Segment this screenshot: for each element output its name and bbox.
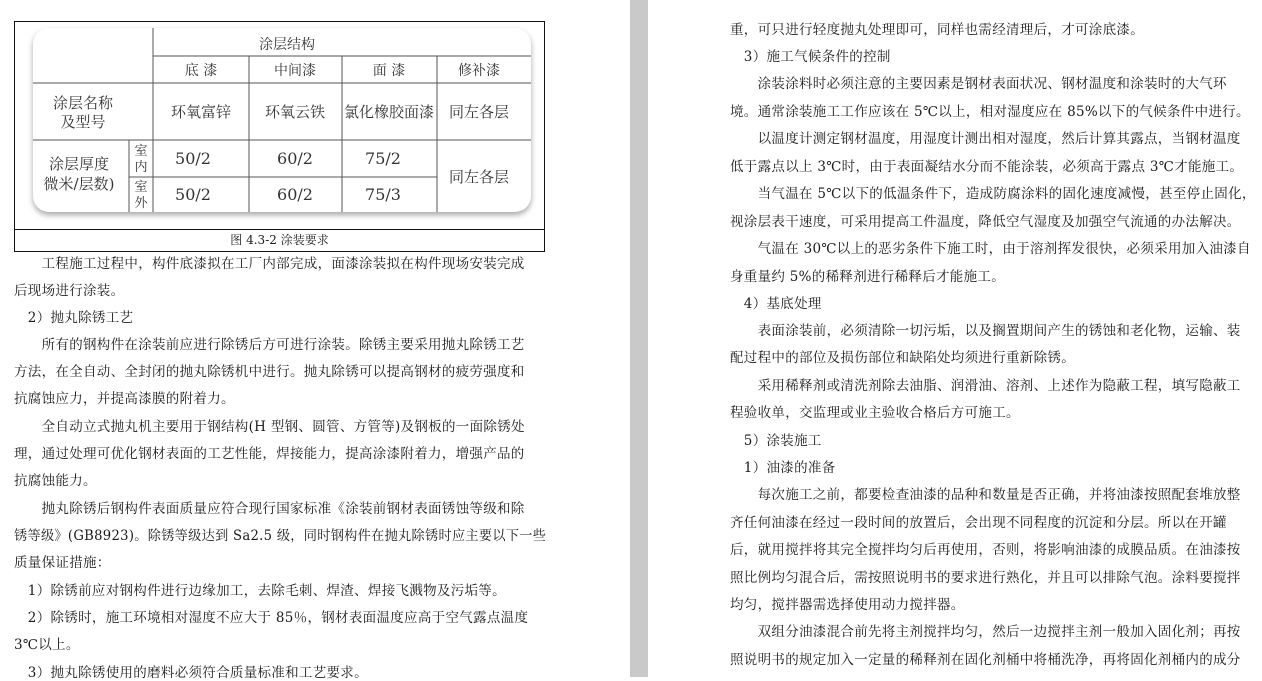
left-text-line: 3℃以上。 <box>14 637 80 653</box>
left-list-item: 1）除锈前应对钢构件进行边缘加工，去除毛刺、焊渣、焊接飞溅物及污垢等。 <box>14 583 506 599</box>
right-text-line: 以温度计测定钢材温度，用湿度计测出相对湿度，然后计算其露点，当钢材温度 <box>730 131 1241 147</box>
coating-name-primer: 环氧富锌 <box>170 103 232 121</box>
column-header-topcoat: 面 漆 <box>372 63 406 79</box>
left-text-line: 质量保证措施： <box>14 555 111 571</box>
left-text-line: 所有的钢构件在涂装前应进行除锈后方可进行涂装。除锈主要采用抛丸除锈工艺 <box>14 337 525 353</box>
right-text-line: 后，就用搅拌将其完全搅拌均匀后再使用，否则，将影响油漆的成膜品质。在油漆按 <box>730 542 1241 558</box>
column-header-repair: 修补漆 <box>458 63 500 79</box>
column-header-primer: 底 漆 <box>184 63 218 79</box>
left-section-heading: 2）抛丸除锈工艺 <box>14 310 134 326</box>
repair-thickness-value: 同左各层 <box>448 168 510 186</box>
right-section-heading: 5）涂装施工 <box>730 433 822 449</box>
right-text-line: 每次施工之前，都要检查油漆的品种和数量是否正确，并将油漆按照配套堆放整 <box>730 487 1241 503</box>
coating-name-intermediate: 环氧云铁 <box>264 103 326 121</box>
column-header-intermediate: 中间漆 <box>274 63 316 79</box>
indoor-label-char2: 内 <box>134 160 148 175</box>
left-text-line: 理，通过处理可优化钢材表面的工艺性能，焊接能力，提高涂漆附着力，增强产品的 <box>14 446 525 462</box>
coating-name-repair: 同左各层 <box>448 103 510 121</box>
left-text-line: 全自动立式抛丸机主要用于钢结构(H 型钢、圆管、方管等)及钢板的一面除锈处 <box>14 419 525 435</box>
right-text-line: 涂装涂料时必须注意的主要因素是钢材表面状况、钢材温度和涂装时的大气环 <box>730 76 1227 92</box>
right-page <box>648 0 1262 677</box>
coating-figure <box>14 21 545 252</box>
right-text-line: 程验收单，交监理或业主验收合格后方可施工。 <box>730 405 1020 421</box>
right-text-line: 低于露点以上 3℃时，由于表面凝结水分而不能涂装，必须高于露点 3℃才能施工。 <box>730 159 1244 175</box>
left-text-line: 锈等级》(GB8923)。除锈等级达到 Sa2.5 级，同时钢构件在抛丸除锈时应主要以下一些 <box>14 528 547 544</box>
row-label-thickness-line2: 微米/层数) <box>43 175 115 193</box>
right-text-line: 齐任何油漆在经过一段时间的放置后，会出现不同程度的沉淀和分层。所以在开罐 <box>730 515 1227 531</box>
left-text-line: 方法，在全自动、全封闭的抛丸除锈机中进行。抛丸除锈可以提高钢材的疲劳强度和 <box>14 364 525 380</box>
right-section-heading: 4）基底处理 <box>730 296 822 312</box>
left-text-line: 工程施工过程中，构件底漆拟在工厂内部完成，面漆涂装拟在构件现场安装完成 <box>14 256 525 272</box>
outdoor-label-char2: 外 <box>134 196 148 211</box>
left-page <box>0 0 630 681</box>
right-text-line: 气温在 30℃以上的恶劣条件下施工时，由于溶剂挥发很快，必须采用加入油漆自 <box>730 241 1251 257</box>
right-section-heading: 3）施工气候条件的控制 <box>730 49 891 65</box>
right-text-line: 表面涂装前，必须清除一切污垢，以及搁置期间产生的锈蚀和老化物，运输、装 <box>730 323 1241 339</box>
outdoor-value-topcoat: 75/3 <box>365 185 401 204</box>
row-label-thickness-line1: 涂层厚度 <box>48 155 110 173</box>
right-text-line: 当气温在 5℃以下的低温条件下，造成防腐涂料的固化速度减慢，甚至停止固化， <box>730 186 1256 202</box>
left-text-line: 后现场进行涂装。 <box>14 283 125 299</box>
left-list-item: 3）抛丸除锈使用的磨料必须符合质量标准和工艺要求。 <box>14 665 368 681</box>
outdoor-label-char1: 室 <box>134 180 148 195</box>
left-text-line: 抛丸除锈后钢构件表面质量应符合现行国家标准《涂装前钢材表面锈蚀等级和除 <box>14 501 525 517</box>
table-grid <box>33 28 531 212</box>
row-label-name-line2: 及型号 <box>60 113 106 131</box>
indoor-label-char1: 室 <box>134 144 148 159</box>
right-text-line: 境。通常涂装施工工作应该在 5℃以上，相对湿度应在 85%以下的气候条件中进行。 <box>730 104 1250 120</box>
coating-name-topcoat: 氯化橡胶面漆 <box>343 103 435 121</box>
coating-requirements-table <box>33 28 531 212</box>
right-text-line: 身重量约 5%的稀释剂进行稀释后才能施工。 <box>730 269 1006 285</box>
right-text-line: 照比例均匀混合后，需按照说明书的要求进行熟化，并且可以排除气泡。涂料要搅拌 <box>730 570 1241 586</box>
row-label-name-line1: 涂层名称 <box>52 94 114 112</box>
right-text-line: 双组分油漆混合前先将主剂搅拌均匀，然后一边搅拌主剂一般加入固化剂；再按 <box>730 624 1241 640</box>
outdoor-value-primer: 50/2 <box>175 185 211 204</box>
right-text-line: 视涂层表干速度，可采用提高工件温度，降低空气湿度及加强空气流通的办法解决。 <box>730 214 1241 230</box>
page-gutter <box>630 0 648 677</box>
indoor-value-intermediate: 60/2 <box>277 149 313 168</box>
left-text-line: 抗腐蚀应力，并提高漆膜的附着力。 <box>14 391 235 407</box>
right-text-line: 照说明书的规定加入一定量的稀释剂在固化剂桶中将桶洗净，再将固化剂桶内的成分 <box>730 652 1241 668</box>
right-subsection-heading: 1）油漆的准备 <box>730 460 836 476</box>
outdoor-value-intermediate: 60/2 <box>277 185 313 204</box>
indoor-value-topcoat: 75/2 <box>365 149 401 168</box>
figure-caption: 图 4.3-2 涂装要求 <box>15 229 544 251</box>
right-text-line: 采用稀释剂或清洗剂除去油脂、润滑油、溶剂、上述作为隐蔽工程，填写隐蔽工 <box>730 378 1241 394</box>
right-text-line: 均匀，搅拌器需选择使用动力搅拌器。 <box>730 597 965 613</box>
left-text-line: 抗腐蚀能力。 <box>14 473 97 489</box>
right-text-line: 配过程中的部位及损伤部位和缺陷处均须进行重新除锈。 <box>730 350 1075 366</box>
right-text-line: 重，可只进行轻度抛丸处理即可，同样也需经清理后，才可涂底漆。 <box>730 22 1144 38</box>
header-group-label: 涂层结构 <box>259 37 315 53</box>
indoor-value-primer: 50/2 <box>175 149 211 168</box>
left-list-item: 2）除锈时，施工环境相对湿度不应大于 85％，钢材表面温度应高于空气露点温度 <box>14 610 529 626</box>
